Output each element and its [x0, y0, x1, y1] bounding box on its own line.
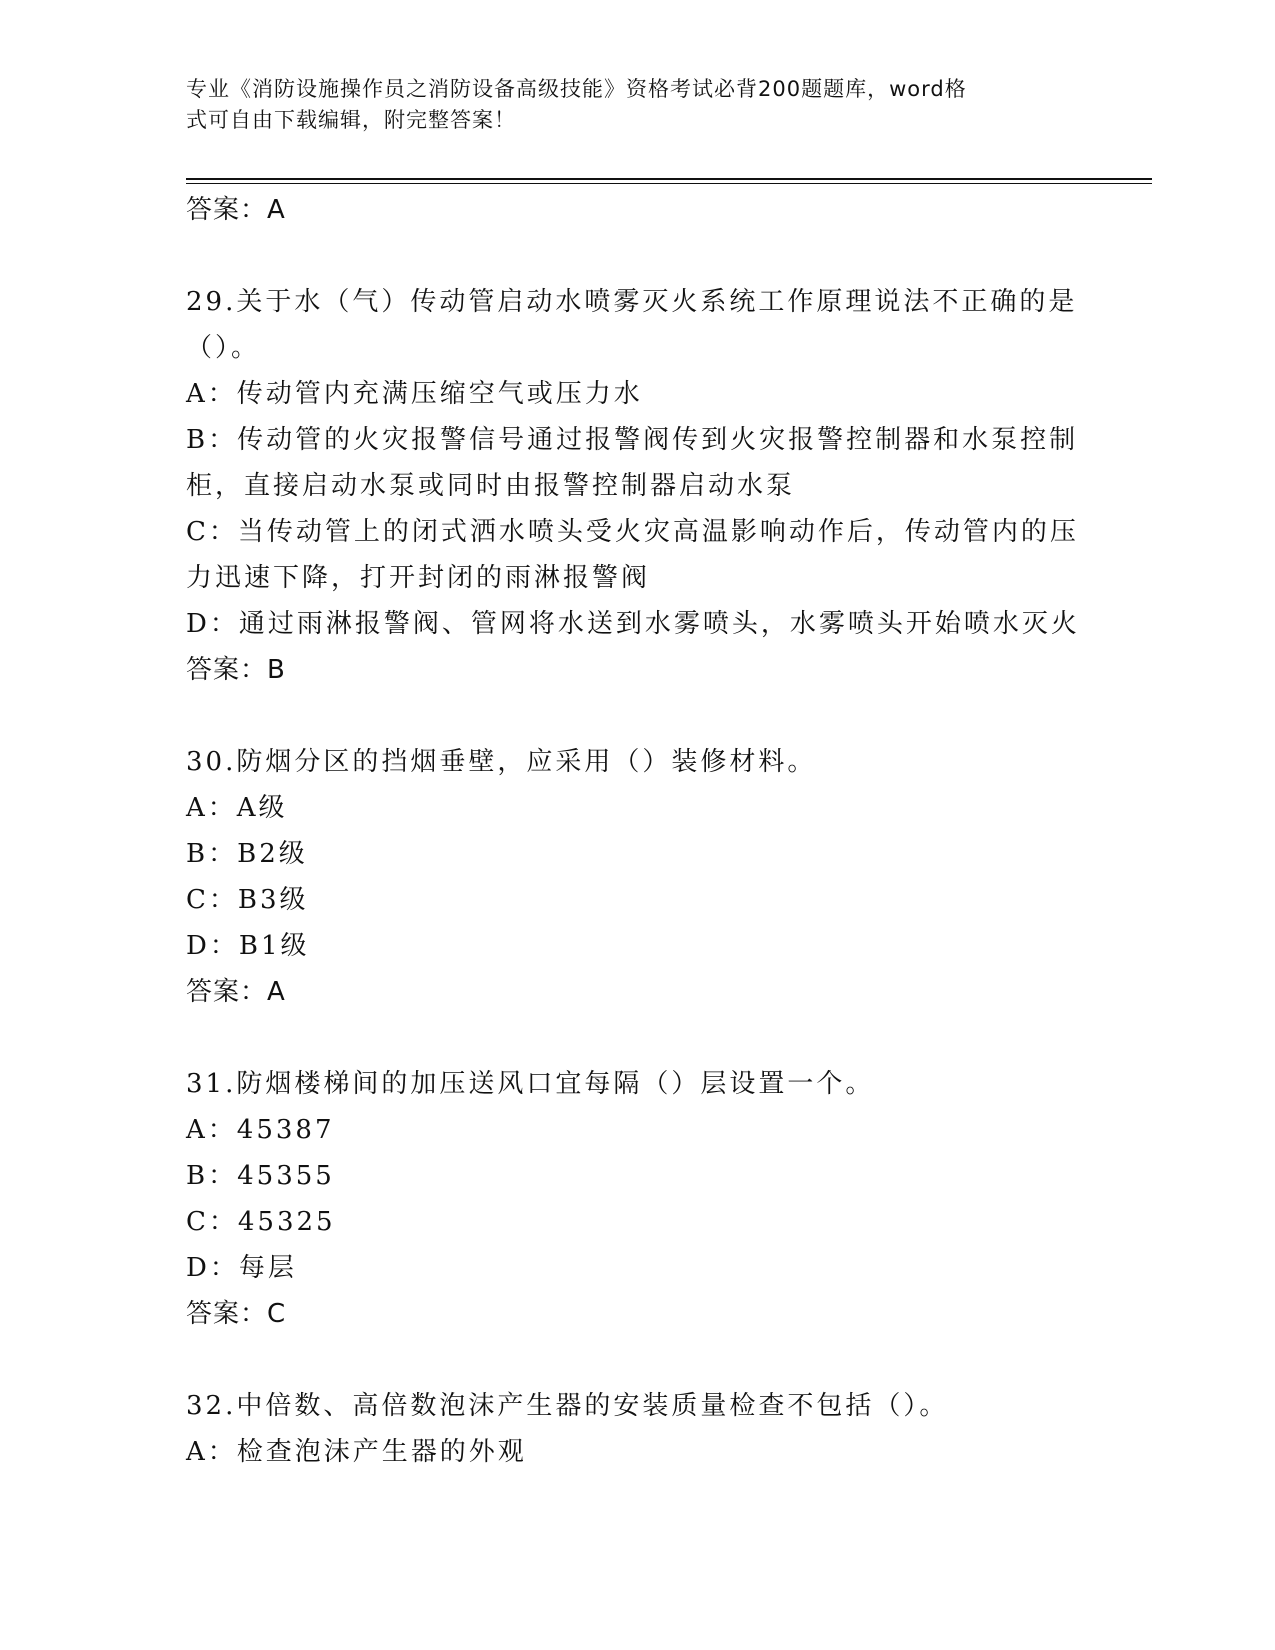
option-c: C：当传动管上的闭式洒水喷头受火灾高温影响动作后，传动管内的压: [186, 517, 1079, 547]
question-31: [186, 1061, 1086, 1337]
option-d: D：每层: [186, 1253, 297, 1283]
question-list: [186, 187, 1086, 1475]
question-stem: 31.防烟楼梯间的加压送风口宜每隔（）层设置一个。: [186, 1069, 875, 1099]
header-divider-thin: [186, 183, 1152, 184]
header-divider-thick: [186, 178, 1152, 180]
option-a: A：45387: [186, 1115, 335, 1145]
option-b: B：B2级: [186, 839, 308, 869]
header-line-2: 式可自由下载编辑，附完整答案！: [186, 108, 516, 132]
option-c: C：45325: [186, 1207, 336, 1237]
option-b: B：传动管的火灾报警信号通过报警阀传到火灾报警控制器和水泵控制: [186, 425, 1079, 455]
header-line-1: 专业《消防设施操作员之消防设备高级技能》资格考试必背200题题库，word格: [186, 77, 967, 101]
question-29: [186, 279, 1086, 693]
answer: 答案：B: [186, 655, 286, 685]
option-a: A：A级: [186, 793, 288, 823]
option-a: A：传动管内充满压缩空气或压力水: [186, 379, 643, 409]
question-stem-cont: （）。: [186, 333, 261, 363]
option-d: D：通过雨淋报警阀、管网将水送到水雾喷头，水雾喷头开始喷水灭火: [186, 609, 1080, 639]
question-32: [186, 1383, 1086, 1475]
answer: 答案：C: [186, 1299, 287, 1329]
option-d: D：B1级: [186, 931, 310, 961]
question-30: [186, 739, 1086, 1015]
answer: 答案：A: [186, 977, 286, 1007]
option-c: C：B3级: [186, 885, 309, 915]
option-b-cont: 柜，直接启动水泵或同时由报警控制器启动水泵: [186, 471, 796, 501]
option-b: B：45355: [186, 1161, 335, 1191]
question-stem: 30.防烟分区的挡烟垂壁，应采用（）装修材料。: [186, 747, 817, 777]
question-stem: 29.关于水（气）传动管启动水喷雾灭火系统工作原理说法不正确的是: [186, 287, 1078, 317]
option-c-cont: 力迅速下降，打开封闭的雨淋报警阀: [186, 563, 651, 593]
option-a: A：检查泡沫产生器的外观: [186, 1437, 527, 1467]
question-stem: 32.中倍数、高倍数泡沫产生器的安装质量检查不包括（）。: [186, 1391, 949, 1421]
document-header: [186, 74, 1066, 136]
answer-q28: 答案：A: [186, 195, 286, 225]
